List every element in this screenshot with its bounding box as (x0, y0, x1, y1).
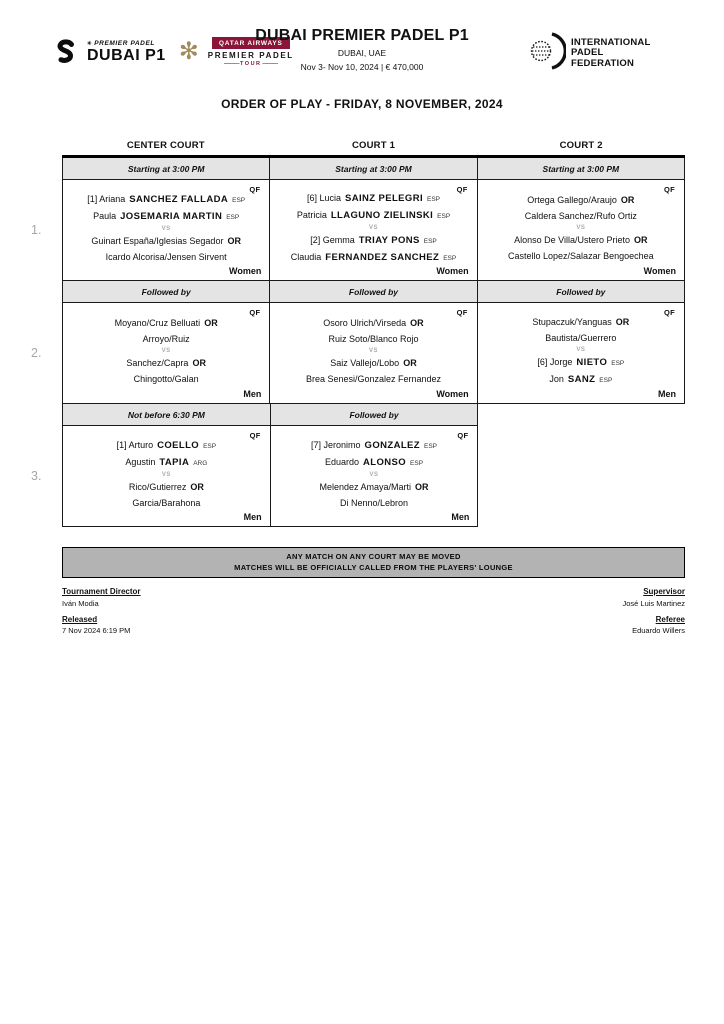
player-surname: NIETO (576, 357, 608, 368)
team-line (66, 192, 266, 209)
player-surname: TRIAY PONS (358, 235, 420, 246)
time-header-cell: Not before 6:30 PM (62, 404, 271, 426)
tournament-location: DUBAI, UAE (337, 48, 387, 58)
or-label: OR (192, 358, 206, 368)
player-prefix: [2] Gemma (310, 235, 355, 245)
player-prefix: [6] Lucia (306, 193, 341, 203)
nationality-label: ESP (203, 443, 217, 450)
nationality-label: ESP (443, 254, 457, 262)
gender-label: Women (436, 266, 469, 276)
player-prefix: Rico/Gutierrez (128, 482, 187, 492)
player-surname: JOSEMARIA MARTIN (120, 210, 223, 222)
gender-label: Men (243, 512, 262, 522)
footer-label: Released (62, 614, 98, 624)
tournament-title-block (202, 27, 522, 72)
team-line (273, 316, 473, 332)
notice-line-1: ANY MATCH ON ANY COURT MAY BE MOVED (286, 552, 461, 561)
fip-logo (528, 31, 650, 76)
qatar-airways-label: QATAR AIRWAYS (212, 37, 290, 49)
tournament-title: DUBAI PREMIER PADEL P1 (255, 27, 469, 44)
footer-label: Referee (655, 614, 685, 624)
time-header-row (62, 404, 685, 426)
team-line (481, 331, 681, 347)
vs-label: VS (161, 226, 171, 232)
tournament-dates-prize: Nov 3- Nov 10, 2024 | € 470,000 (300, 62, 424, 72)
schedule-row (31, 404, 685, 527)
fip-line-3: FEDERATION (571, 57, 635, 69)
footer-value: José Luis Martinez (622, 598, 685, 608)
player-prefix: Osoro Ulrich/Virseda (323, 318, 407, 328)
empty-cell (478, 426, 685, 527)
player-prefix: Alonso De Villa/Ustero Prieto (514, 235, 631, 245)
player-prefix: Arroyo/Ruiz (142, 333, 190, 344)
player-prefix: Stupaczuk/Yanguas (532, 317, 612, 327)
notice-box (62, 547, 685, 578)
player-prefix: Caldera Sanchez/Rufo Ortiz (524, 210, 637, 221)
team-line (481, 355, 681, 372)
player-prefix: Saiz Vallejo/Lobo (330, 358, 400, 368)
footer-right (622, 587, 685, 642)
nationality-label: ESP (423, 238, 437, 245)
team-line (481, 315, 681, 331)
round-label: QF (249, 431, 261, 440)
time-header-cell: Followed by (270, 281, 477, 303)
or-label: OR (615, 317, 630, 327)
time-header-row (62, 281, 685, 303)
schedule-table (31, 140, 685, 642)
player-prefix: Jon (549, 373, 564, 384)
vs-label: VS (368, 225, 378, 231)
court-header-label: COURT 1 (351, 140, 396, 151)
row-number: 1. (31, 223, 42, 237)
dubai-p1-name: DUBAI P1 (87, 47, 166, 64)
player-surname: COELLO (157, 440, 200, 451)
team-line (274, 496, 475, 512)
court-header-label: CENTER COURT (126, 140, 205, 151)
match-cell (270, 180, 477, 281)
team-line (274, 480, 475, 496)
nationality-label: ESP (437, 212, 451, 220)
schedule-row (31, 158, 685, 281)
team-line (481, 209, 681, 225)
team-line (481, 372, 681, 389)
time-header-row (62, 158, 685, 180)
order-of-play-title: ORDER OF PLAY - FRIDAY, 8 NOVEMBER, 2024 (221, 97, 503, 111)
team-line (273, 233, 473, 250)
footer-block (622, 587, 685, 608)
time-header-cell (478, 404, 685, 426)
or-label: OR (410, 318, 424, 328)
player-prefix: [7] Jeronimo (311, 440, 361, 450)
fip-wordmark (571, 38, 650, 70)
team-line (66, 250, 266, 266)
match-cell (270, 303, 477, 404)
vs-label: VS (576, 225, 586, 231)
premier-star-icon: ✳ (87, 41, 93, 47)
player-prefix: Bautista/Guerrero (545, 332, 617, 343)
footer-left (62, 587, 141, 642)
player-surname: SANCHEZ FALLADA (129, 194, 229, 205)
player-prefix: Icardo Alcorisa/Jensen Sirvent (105, 251, 227, 262)
time-header-cell: Starting at 3:00 PM (62, 158, 270, 180)
vs-label: VS (368, 348, 378, 354)
team-line (273, 208, 473, 225)
nationality-label: ARG (193, 459, 208, 467)
nationality-label: ESP (427, 196, 441, 203)
vs-label: VS (161, 348, 171, 354)
team-line (273, 191, 473, 208)
team-line (66, 234, 266, 250)
player-prefix: Moyano/Cruz Belluati (114, 318, 201, 328)
footer-value: Eduardo Willers (632, 626, 685, 635)
player-prefix: Di Nenno/Lebron (339, 497, 409, 508)
vs-label: VS (161, 472, 171, 478)
player-prefix: Melendez Amaya/Marti (319, 482, 412, 492)
match-cell (62, 303, 270, 404)
player-prefix: [1] Arturo (116, 440, 154, 450)
nationality-label: ESP (232, 197, 246, 204)
team-line (273, 250, 473, 267)
match-row (62, 180, 685, 281)
court-header-label: COURT 2 (559, 140, 603, 151)
schedule-row (31, 281, 685, 404)
team-line (66, 316, 266, 332)
gender-label: Men (451, 512, 470, 522)
footer-block (62, 587, 141, 608)
player-prefix: Brea Senesi/Gonzalez Fernandez (305, 373, 442, 384)
gender-label: Women (228, 266, 262, 276)
team-line (273, 356, 473, 372)
nationality-label: ESP (410, 459, 424, 467)
match-cell (478, 180, 685, 281)
team-line (66, 209, 266, 226)
or-label: OR (204, 318, 218, 328)
or-label: OR (190, 482, 204, 492)
player-surname: SAINZ PELEGRI (344, 193, 424, 204)
team-line (66, 496, 267, 512)
footer-value: 7 Nov 2024 6:19 PM (62, 626, 131, 635)
or-label: OR (227, 236, 241, 246)
player-prefix: Sanchez/Capra (126, 358, 189, 368)
premier-padel-wordmark (87, 40, 166, 64)
premier-padel-swirl-icon (48, 36, 80, 68)
match-lines (274, 436, 475, 513)
header (0, 0, 724, 88)
round-label: QF (249, 185, 261, 194)
time-header-cell: Followed by (62, 281, 270, 303)
round-label: QF (456, 185, 468, 194)
footer-block (62, 615, 141, 636)
team-line (481, 233, 681, 249)
player-prefix: [1] Ariana (87, 194, 126, 204)
team-line (481, 193, 681, 209)
fip-ball-icon (528, 31, 566, 76)
court-headers-row (62, 140, 685, 151)
player-prefix: Chingotto/Galan (133, 373, 199, 384)
match-cell (62, 180, 270, 281)
player-prefix: Patricia (296, 209, 327, 220)
team-line (481, 249, 681, 265)
match-row (62, 303, 685, 404)
schedule-body (31, 158, 685, 527)
match-lines (66, 436, 267, 513)
time-header-cell: Starting at 3:00 PM (270, 158, 477, 180)
qatar-premier-padel-label: PREMIER PADEL (207, 51, 294, 60)
player-prefix: Eduardo (324, 456, 359, 467)
team-line (66, 332, 266, 348)
fip-line-1: INTERNATIONAL (571, 36, 651, 48)
footer-value: Iván Modia (62, 598, 99, 608)
nationality-label: ESP (423, 443, 437, 450)
team-line (66, 455, 267, 472)
match-lines (66, 313, 266, 390)
vs-label: VS (576, 347, 586, 353)
match-lines (273, 190, 473, 267)
premier-padel-tagline (87, 40, 166, 47)
round-label: QF (249, 308, 261, 317)
match-lines (273, 313, 473, 390)
match-cell (271, 426, 479, 527)
or-label: OR (634, 235, 648, 245)
qatar-tour-label: ——— TOUR ——— (224, 61, 278, 67)
footer-label: Tournament Director (62, 587, 141, 596)
player-prefix: Guinart España/Iglesias Segador (91, 236, 224, 246)
match-lines (481, 190, 681, 267)
or-label: OR (403, 358, 417, 368)
player-prefix: [6] Jorge (537, 357, 573, 367)
row-number: 3. (31, 469, 42, 483)
team-line (274, 455, 475, 472)
match-cell (62, 426, 271, 527)
match-cell (478, 303, 685, 404)
footer-label: Supervisor (643, 587, 685, 596)
player-prefix: Ruiz Soto/Blanco Rojo (328, 333, 419, 344)
premier-tagline-text: PREMIER PADEL (94, 40, 155, 47)
match-row (62, 426, 685, 527)
nationality-label: ESP (599, 376, 613, 384)
time-header-cell: Starting at 3:00 PM (478, 158, 685, 180)
team-line (66, 372, 266, 388)
player-surname: GONZALEZ (364, 440, 420, 451)
player-prefix: Ortega Gallego/Araujo (527, 195, 617, 205)
footer (62, 587, 685, 642)
player-surname: ALONSO (362, 456, 407, 468)
fip-line-2: PADEL (571, 47, 604, 59)
footer-block (622, 615, 685, 636)
nationality-label: ESP (226, 213, 240, 221)
gender-label: Men (243, 389, 262, 399)
team-line (274, 438, 475, 455)
team-line (273, 332, 473, 348)
qatar-oryx-icon: ✻ (178, 38, 199, 65)
vs-label: VS (369, 472, 379, 478)
match-lines (481, 313, 681, 390)
round-label: QF (457, 431, 469, 440)
round-label: QF (663, 308, 675, 317)
row-number: 2. (31, 346, 42, 360)
team-line (66, 438, 267, 455)
round-label: QF (456, 308, 468, 317)
player-surname: LLAGUNO ZIELINSKI (330, 209, 434, 221)
match-lines (66, 190, 266, 267)
notice-line-2: MATCHES WILL BE OFFICIALLY CALLED FROM THE PLAYERS' LOUNGE (234, 563, 513, 572)
nationality-label: ESP (611, 360, 625, 367)
team-line (66, 480, 267, 496)
player-prefix: Claudia (290, 251, 322, 262)
player-prefix: Agustin (125, 456, 156, 467)
or-label: OR (415, 482, 429, 492)
time-header-cell: Followed by (478, 281, 685, 303)
player-surname: FERNANDEZ SANCHEZ (325, 251, 440, 263)
round-label: QF (663, 185, 675, 194)
gender-label: Women (436, 389, 469, 399)
or-label: OR (620, 195, 635, 205)
player-prefix: Garcia/Barahona (132, 497, 201, 508)
gender-label: Men (657, 389, 676, 399)
team-line (66, 356, 266, 372)
player-prefix: Paula (93, 210, 117, 221)
player-surname: SANZ (567, 373, 596, 385)
time-header-cell: Followed by (271, 404, 479, 426)
gender-label: Women (643, 266, 676, 276)
player-prefix: Castello Lopez/Salazar Bengoechea (508, 250, 654, 261)
team-line (273, 372, 473, 388)
player-surname: TAPIA (159, 456, 190, 468)
